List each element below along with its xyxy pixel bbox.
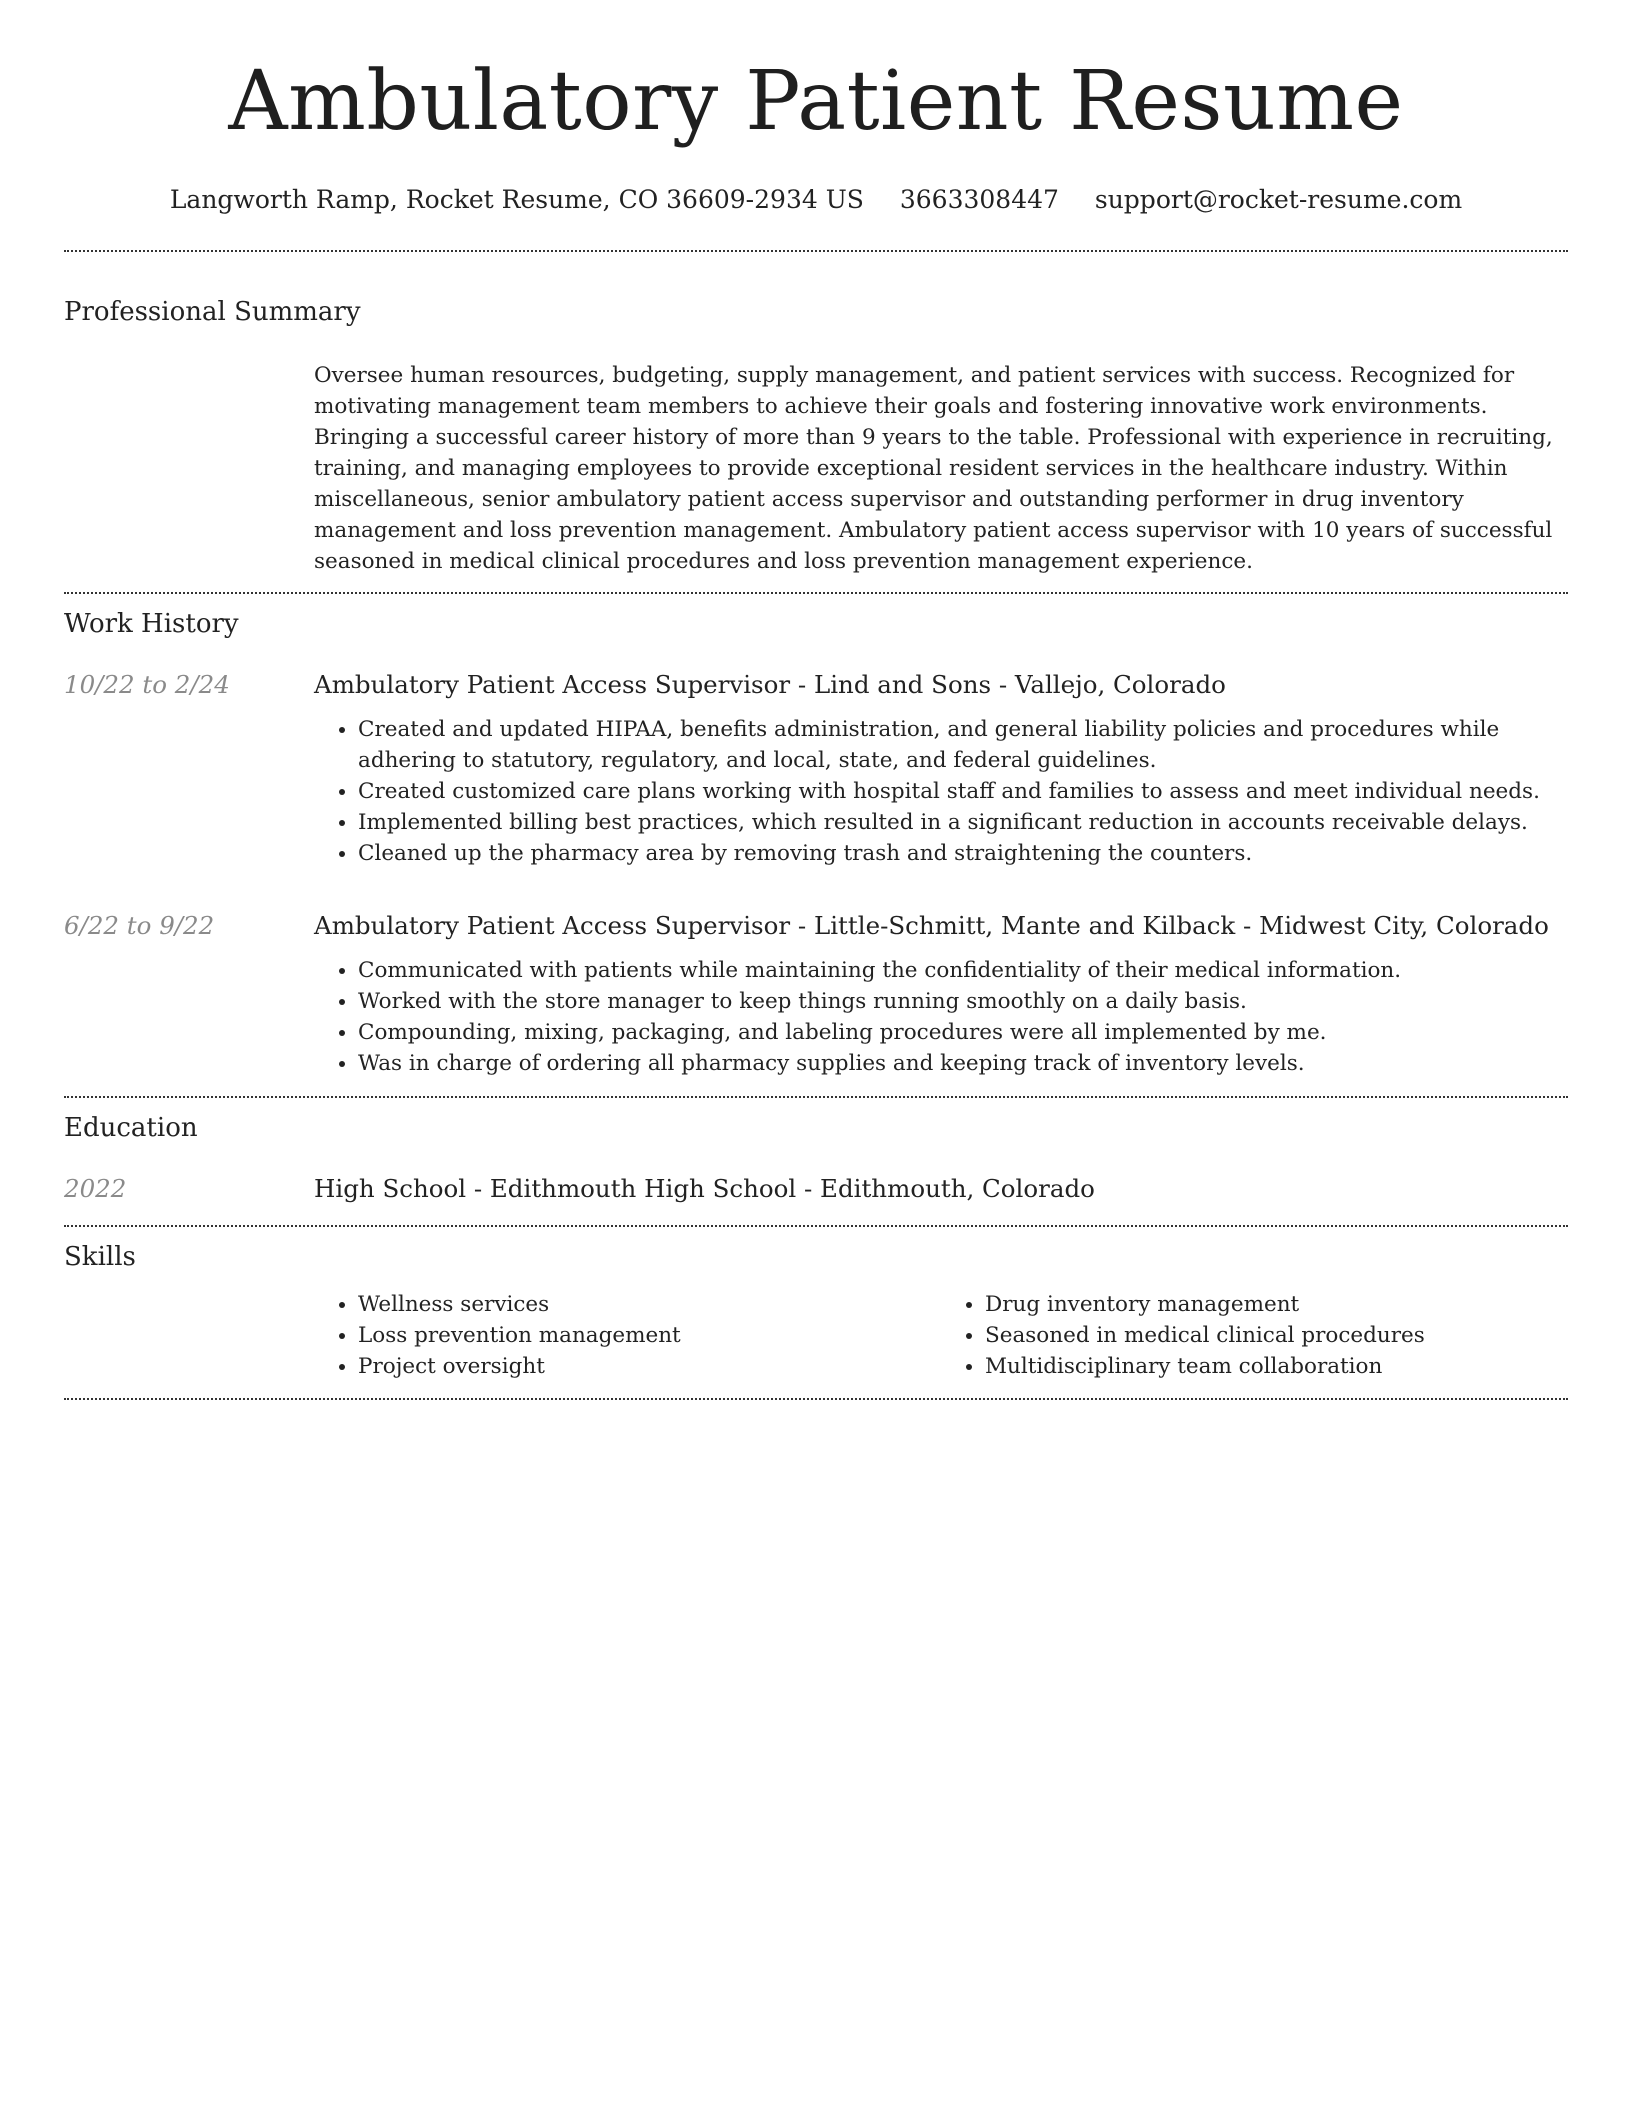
skill-item: • Wellness services [358,1289,941,1320]
skills-columns [314,1289,1568,1382]
skills-list-left [314,1289,941,1382]
education-body [314,1172,1568,1206]
contact-line [64,182,1568,218]
job-bullet: • Worked with the store manager to keep things running smoothly on a daily basis. [358,986,1568,1017]
work-history-section [64,594,1568,1096]
summary-text: Oversee human resources, budgeting, supply management, and patient services with success. Recognized for motivating management team members to achieve their goals and fostering innovative work environments. Bringing a successful career history of more than 9 years to the table. Professional with experience in recruiting, training, and managing employees to provide exceptional resident services in the healthcare industry. Within miscellaneous, senior ambulatory patient access supervisor and outstanding performer in drug inventory management and loss prevention management. Ambulatory patient access supervisor with 10 years of successful seasoned in medical clinical procedures and loss prevention management experience. [314,363,1553,574]
job-entry [64,909,1568,1079]
section-title-work: Work History [64,609,239,639]
skill-item: • Multidisciplinary team collaboration [985,1351,1568,1382]
skill-item: • Seasoned in medical clinical procedures [985,1320,1568,1351]
job-bullet: • Cleaned up the pharmacy area by removing trash and straightening the counters. [358,838,1568,869]
education-section [64,1098,1568,1225]
skill-item: • Loss prevention management [358,1320,941,1351]
job-bullet: • Created and updated HIPAA, benefits administration, and general liability policies and procedures while adhering to statutory, regulatory, and local, state, and federal guidelines. [358,714,1568,776]
skills-section [64,1227,1568,1382]
section-title-summary: Professional Summary [64,297,361,327]
contact-email: support@rocket-resume.com [1094,185,1463,214]
section-title-education: Education [64,1113,198,1143]
job-heading: Ambulatory Patient Access Supervisor - Lind and Sons - Vallejo, Colorado [314,670,1226,699]
job-bullet: • Implemented billing best practices, which resulted in a significant reduction in accounts receivable delays. [358,807,1568,838]
education-date: 2022 [64,1174,127,1203]
job-dates: 6/22 to 9/22 [64,911,215,940]
job-bullets [314,714,1568,869]
job-bullet: • Created customized care plans working with hospital staff and families to assess and meet individual needs. [358,776,1568,807]
contact-phone: 3663308447 [899,185,1059,214]
skill-item: • Project oversight [358,1351,941,1382]
job-bullet: • Was in charge of ordering all pharmacy supplies and keeping track of inventory levels. [358,1048,1568,1079]
job-bullet: • Compounding, mixing, packaging, and labeling procedures were all implemented by me. [358,1017,1568,1048]
summary-section [64,252,1568,577]
job-entry [64,668,1568,869]
job-bullet: • Communicated with patients while maintaining the confidentiality of their medical information. [358,955,1568,986]
job-dates: 10/22 to 2/24 [64,670,230,699]
contact-address: Langworth Ramp, Rocket Resume, CO 36609-2934 US [169,185,864,214]
section-title-skills: Skills [64,1242,136,1272]
job-body [314,909,1568,1079]
job-heading: Ambulatory Patient Access Supervisor - Little-Schmitt, Mante and Kilback - Midwest City, Colorado [314,911,1549,940]
education-heading: High School - Edithmouth High School - Edithmouth, Colorado [314,1174,1095,1203]
education-entry [64,1172,1568,1206]
job-bullets [314,955,1568,1079]
divider [64,1398,1568,1400]
skills-list-right [941,1289,1568,1382]
job-body [314,668,1568,869]
skill-item: • Drug inventory management [985,1289,1568,1320]
resume-title: Ambulatory Patient Resume [228,54,1404,149]
